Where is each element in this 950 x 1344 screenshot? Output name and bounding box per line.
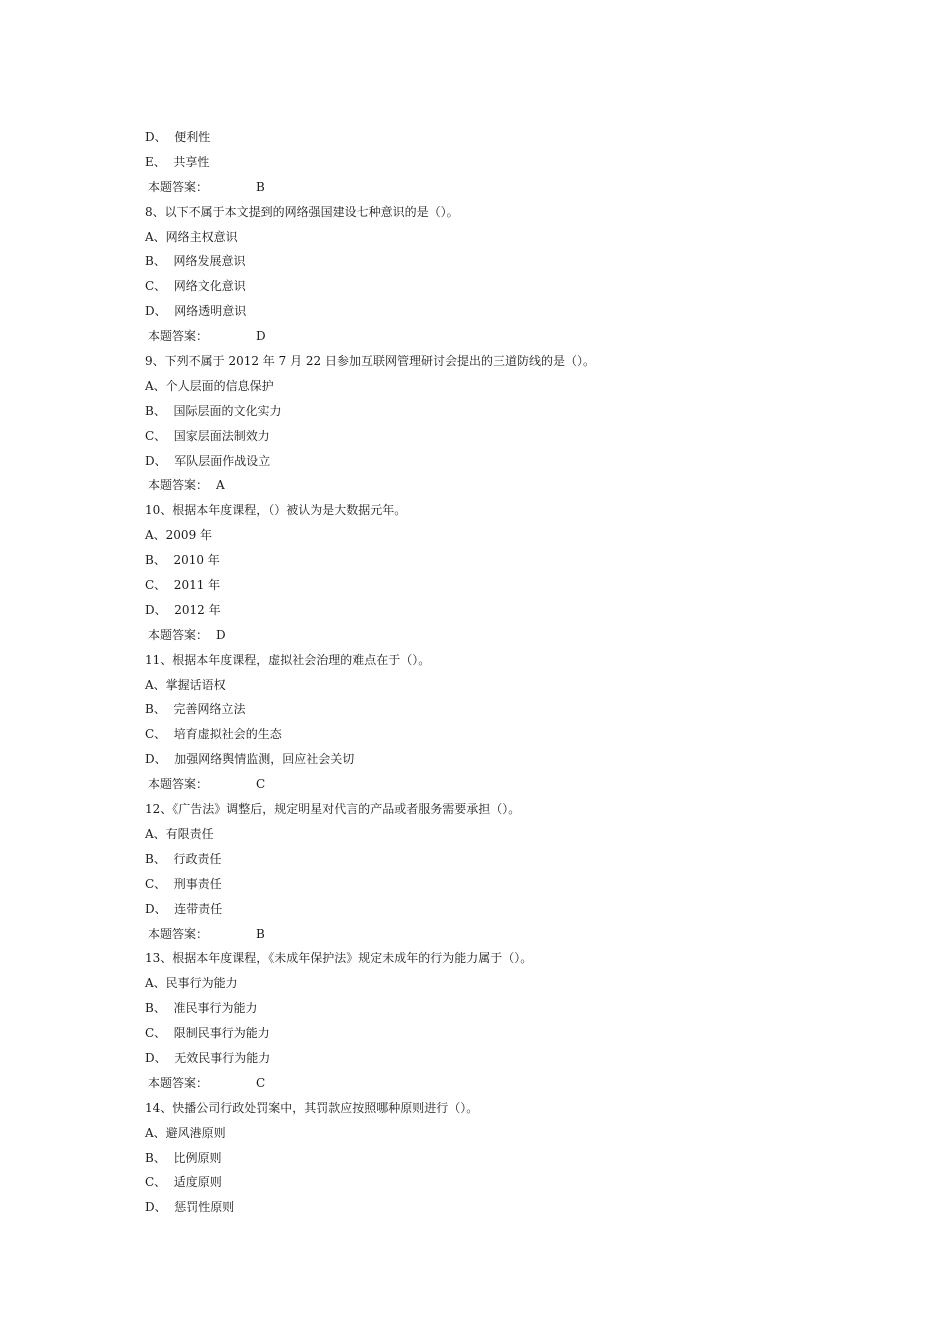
document-body [145,128,865,1223]
question-text: 11、根据本年度课程，虚拟社会治理的难点在于（）。 [145,652,431,667]
answer-label: 本题答案： [148,478,209,493]
question-text: 13、根据本年度课程，《未成年保护法》规定未成年的行为能力属于（）。 [145,951,533,966]
answer-value: B [256,179,265,194]
option-text: B、 比例原则 [145,1150,222,1165]
answer-line [145,327,865,352]
option-text: B、 准民事行为能力 [145,1001,258,1016]
option-text: C、 限制民事行为能力 [145,1026,270,1041]
option-text: D、 便利性 [145,130,211,144]
option-text: A、有限责任 [145,826,214,841]
question-text: 14、快播公司行政处罚案中，其罚款应按照哪种原则进行（）。 [145,1100,479,1115]
answer-label: 本题答案： [148,926,209,941]
answer-line [145,476,865,501]
option-text: D、 军队层面作战设立 [145,453,271,468]
option-text: C、 培育虚拟社会的生态 [145,727,282,742]
option-text: D、 2012 年 [145,602,221,617]
answer-line [145,775,865,800]
option-text: C、 适度原则 [145,1175,222,1190]
option-text: B、 完善网络立法 [145,702,246,717]
option-text: B、 国际层面的文化实力 [145,403,282,418]
option-text: A、网络主权意识 [145,229,238,244]
option-text: D、 惩罚性原则 [145,1200,235,1215]
question-text: 10、根据本年度课程，（）被认为是大数据元年。 [145,503,407,518]
option-text: B、 网络发展意识 [145,254,246,269]
option-text: B、 2010 年 [145,553,220,568]
answer-line [145,178,865,203]
answer-label: 本题答案： [148,1075,209,1090]
option-text: C、 刑事责任 [145,876,222,891]
option-text: A、2009 年 [145,528,213,543]
option-text: B、 行政责任 [145,851,222,866]
answer-line [145,626,865,651]
answer-label: 本题答案： [148,777,209,792]
answer-line [145,925,865,950]
option-text: D、 加强网络舆情监测，回应社会关切 [145,752,355,767]
option-text: A、个人层面的信息保护 [145,378,274,393]
answer-label: 本题答案： [148,329,209,344]
answer-value: C [256,1075,266,1090]
option-text: A、避风港原则 [145,1125,226,1140]
option-text: C、 2011 年 [145,578,221,593]
option-text: D、 连带责任 [145,901,223,916]
answer-value: D [216,627,226,642]
option-text: E、 共享性 [145,154,210,169]
option-text: A、民事行为能力 [145,976,238,991]
option-text: D、 无效民事行为能力 [145,1050,271,1065]
question-text: 9、下列不属于 2012 年 7 月 22 日参加互联网管理研讨会提出的三道防线的是（）。 [145,354,595,369]
option-text: D、 网络透明意识 [145,304,247,319]
option-text: A、掌握话语权 [145,677,226,692]
answer-value: C [256,777,266,792]
option-text: C、 国家层面法制效力 [145,428,270,443]
answer-label: 本题答案： [148,627,209,642]
option-text: C、 网络文化意识 [145,279,246,294]
question-text: 8、以下不属于本文提到的网络强国建设七种意识的是（）。 [145,204,459,219]
answer-value: B [256,926,265,941]
answer-line [145,1074,865,1099]
answer-label: 本题答案： [148,179,209,194]
answer-value: D [256,329,266,344]
answer-value: A [216,478,225,493]
question-text: 12、《广告法》调整后，规定明星对代言的产品或者服务需要承担（）。 [145,802,521,817]
